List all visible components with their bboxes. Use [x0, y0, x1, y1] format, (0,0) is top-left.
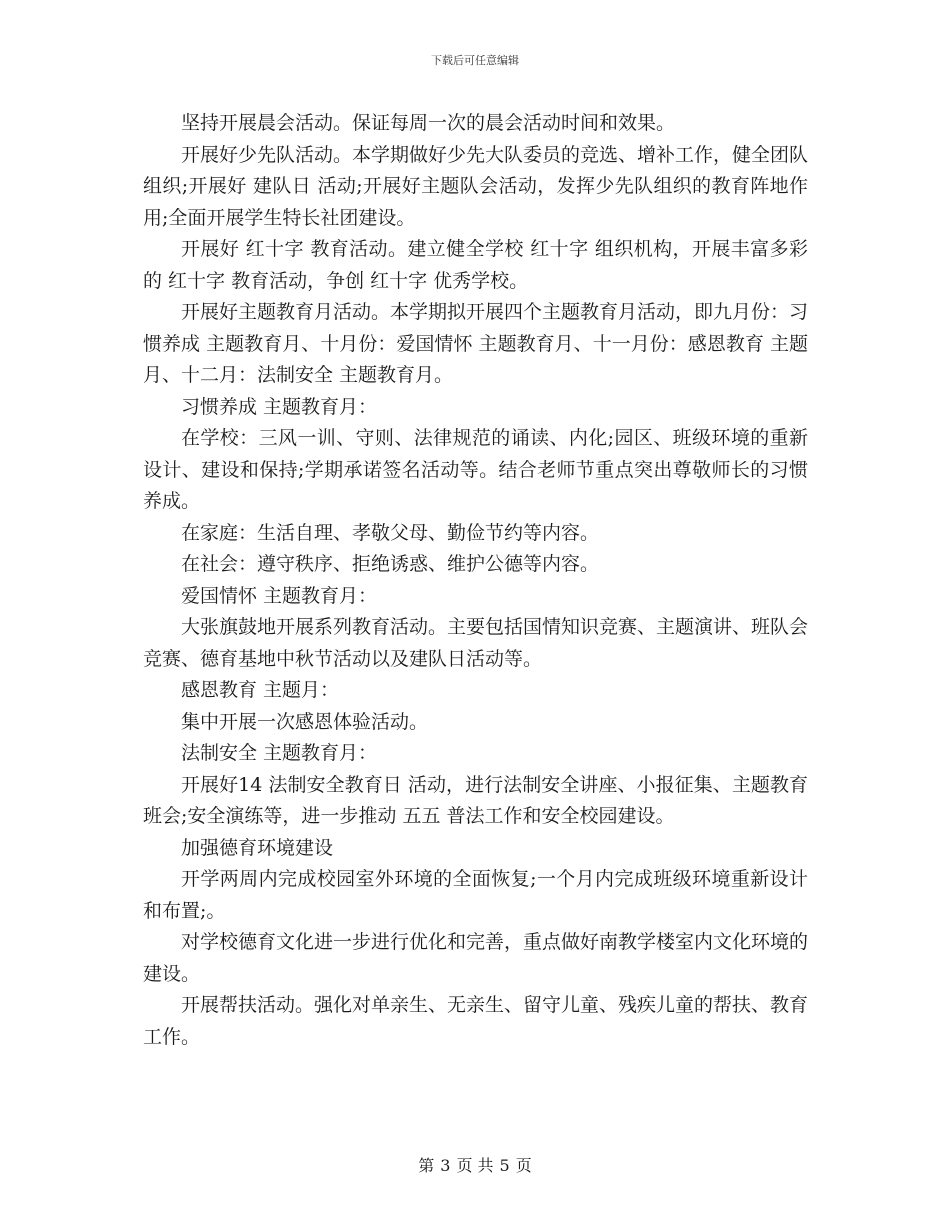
footer-middle: 页 共 — [456, 1156, 494, 1175]
page-total: 5 — [499, 1156, 510, 1175]
paragraph: 开展好14 法制安全教育日 活动，进行法制安全讲座、小报征集、主题教育班会;安全演练等，进一步推动 五五 普法工作和安全校园建设。 — [143, 773, 808, 827]
paragraph: 在学校：三风一训、守则、法律规范的诵读、内化;园区、班级环境的重新设计、建设和保持;学期承诺签名活动等。结合老师节重点突出尊敬师长的习惯养成。 — [143, 427, 808, 512]
page-header: 下载后可任意编辑 — [431, 54, 519, 67]
paragraph: 对学校德育文化进一步进行优化和完善，重点做好南教学楼室内文化环境的建设。 — [143, 931, 809, 985]
paragraph: 开展好少先队活动。本学期做好少先大队委员的竞选、增补工作，健全团队组织;开展好 建队日 活动;开展好主题队会活动，发挥少先队组织的教育阵地作用;全面开展学生特长社团建设。 — [143, 143, 809, 229]
paragraph: 感恩教育 主题月： — [181, 679, 340, 701]
paragraph: 在社会：遵守秩序、拒绝诱惑、维护公德等内容。 — [181, 553, 600, 575]
paragraph: 集中开展一次感恩体验活动。 — [181, 710, 429, 733]
paragraph: 开展好主题教育月活动。本学期拟开展四个主题教育月活动，即九月份：习惯养成 主题教育月、十月份：爱国情怀 主题教育月、十一月份：感恩教育 主题月、十二月：法制安全 主题教育月。 — [143, 301, 809, 386]
paragraph: 开展好 红十字 教育活动。建立健全学校 红十字 组织机构，开展丰富多彩的 红十字 教育活动，争创 红十字 优秀学校。 — [143, 238, 808, 292]
page-footer — [0, 1153, 950, 1176]
paragraph: 大张旗鼓地开展系列教育活动。主要包括国情知识竞赛、主题演讲、班队会竞赛、德育基地中秋节活动以及建队日活动等。 — [143, 616, 809, 670]
paragraph: 在家庭：生活自理、孝敬父母、勤俭节约等内容。 — [181, 521, 600, 544]
paragraph: 加强德育环境建设 — [181, 836, 334, 859]
footer-prefix: 第 — [418, 1156, 435, 1175]
paragraph: 法制安全 主题教育月： — [181, 742, 378, 764]
paragraph: 开学两周内完成校园室外环境的全面恢复;一个月内完成班级环境重新设计和布置;。 — [143, 868, 808, 922]
paragraph: 习惯养成 主题教育月： — [181, 395, 378, 418]
paragraph: 坚持开展晨会活动。保证每周一次的晨会活动时间和效果。 — [181, 112, 676, 134]
footer-suffix: 页 — [515, 1156, 532, 1175]
paragraph: 爱国情怀 主题教育月： — [181, 584, 378, 607]
paragraph: 开展帮扶活动。强化对单亲生、无亲生、留守儿童、残疾儿童的帮扶、教育工作。 — [143, 994, 809, 1048]
document-body — [143, 108, 808, 1053]
page-number: 3 — [440, 1156, 451, 1175]
